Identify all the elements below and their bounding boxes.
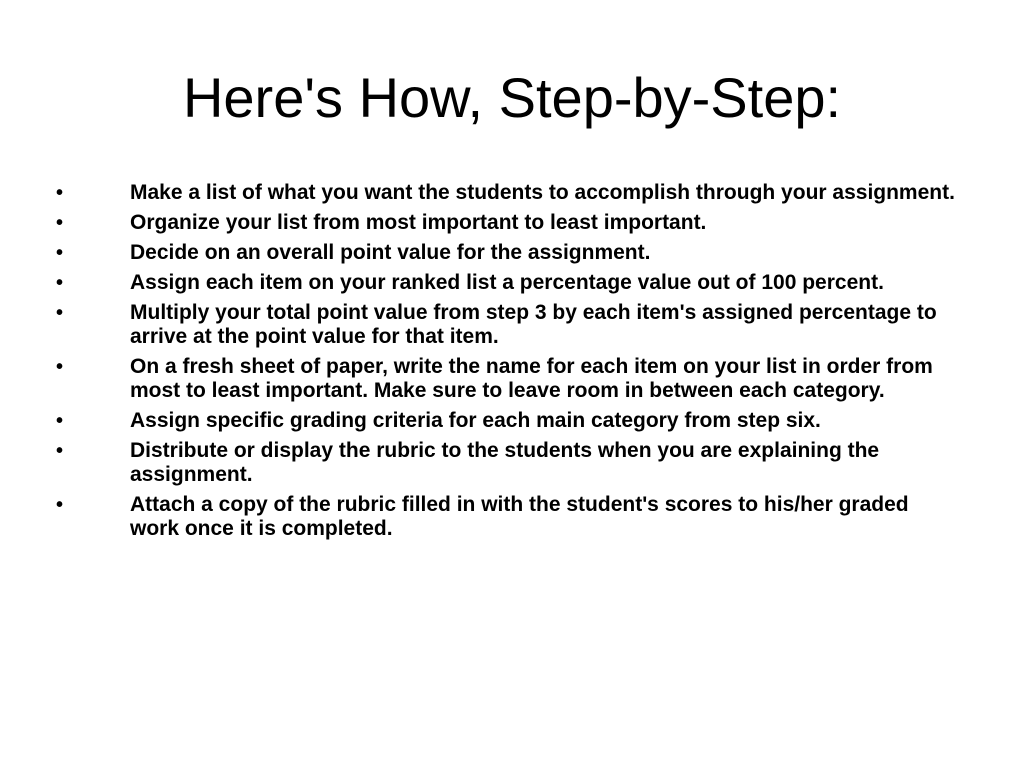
- bullet-icon: •: [56, 242, 64, 264]
- list-item-text: Assign each item on your ranked list a percentage value out of 100 percent.: [130, 271, 884, 294]
- list-item-text: Multiply your total point value from step 3 by each item's assigned percentage to arrive at the point value for that item.: [130, 301, 937, 348]
- list-item-text: Attach a copy of the rubric filled in with the student's scores to his/her graded work once it is completed.: [130, 493, 909, 540]
- list-item: [56, 409, 956, 433]
- step-list: [56, 181, 956, 547]
- list-item: [56, 301, 956, 349]
- list-item: [56, 181, 956, 205]
- bullet-icon: •: [56, 494, 64, 516]
- bullet-icon: •: [56, 356, 64, 378]
- list-item-text: Decide on an overall point value for the assignment.: [130, 241, 651, 264]
- list-item-text: On a fresh sheet of paper, write the name for each item on your list in order from most to least important. Make sure to leave room in between each category.: [130, 355, 933, 402]
- bullet-icon: •: [56, 302, 64, 324]
- list-item-text: Make a list of what you want the students to accomplish through your assignment.: [130, 181, 955, 204]
- slide-title: Here's How, Step-by-Step:: [182, 66, 842, 129]
- bullet-icon: •: [56, 212, 64, 234]
- list-item: [56, 271, 956, 295]
- list-item: [56, 493, 956, 541]
- list-item-text: Organize your list from most important to least important.: [130, 211, 707, 234]
- list-item: [56, 439, 956, 487]
- list-item-text: Distribute or display the rubric to the students when you are explaining the assignment.: [130, 439, 880, 486]
- bullet-icon: •: [56, 440, 64, 462]
- list-item: [56, 355, 956, 403]
- list-item: [56, 211, 956, 235]
- bullet-icon: •: [56, 272, 64, 294]
- bullet-icon: •: [56, 410, 64, 432]
- bullet-icon: •: [56, 182, 64, 204]
- list-item-text: Assign specific grading criteria for each main category from step six.: [130, 409, 821, 432]
- list-item: [56, 241, 956, 265]
